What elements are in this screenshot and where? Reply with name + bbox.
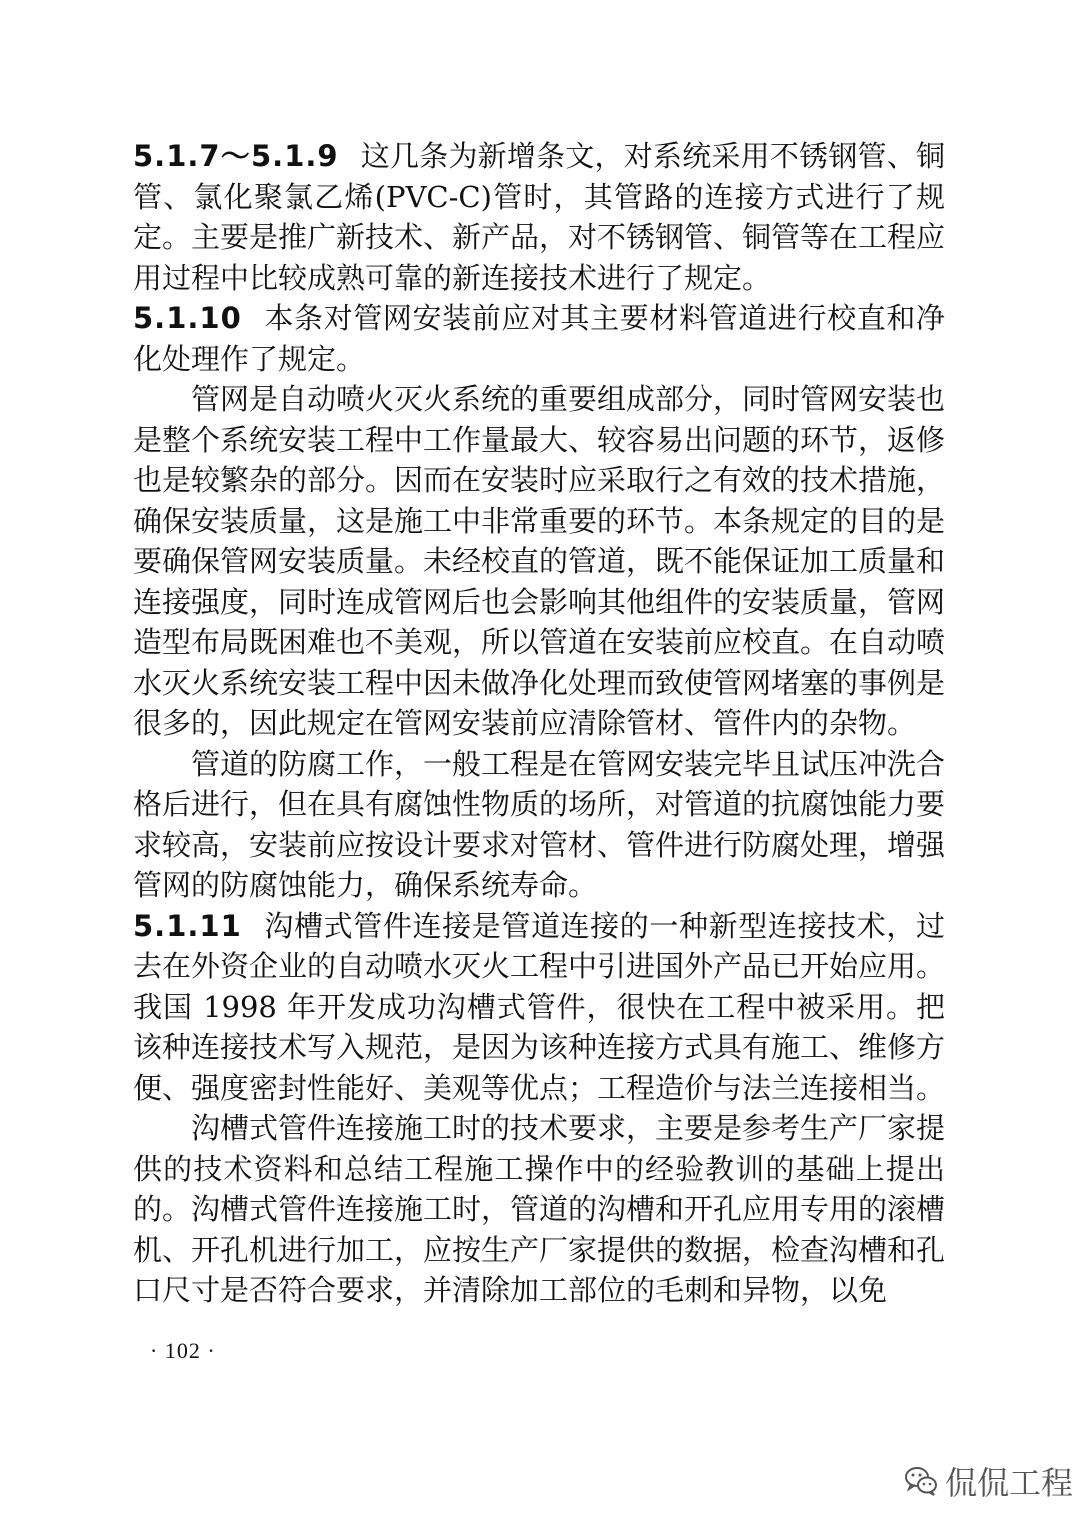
clause-number: 5.1.11 [133,908,242,943]
paragraph-text: 这几条为新增条文，对系统采用不锈钢管、铜管、氯化聚氯乙烯(PVC-C)管时，其管路的连接方式进行了规定。主要是推广新技术、新产品，对不锈钢管、铜管等在工程应用过程中比较成熟可靠的新连接技术进行了规定。 [133,139,946,295]
paragraph: 沟槽式管件连接施工时的技术要求，主要是参考生产厂家提供的技术资料和总结工程施工操作中的经验教训的基础上提出的。沟槽式管件连接施工时，管道的沟槽和开孔应用专用的滚槽机、开孔机进行加工，应按生产厂家提供的数据，检查沟槽和孔口尺寸是否符合要求，并清除加工部位的毛刺和异物，以免 [133,1111,946,1307]
paragraph-clause-5-1-11 [133,906,945,1109]
paragraph-clause-5-1-10 [133,298,945,379]
document-body [133,136,945,1311]
page-number: · 102 · [150,1338,216,1363]
watermark [905,1458,1073,1504]
clause-number: 5.1.7～5.1.9 [133,139,339,173]
paragraph-text: 沟槽式管件连接是管道连接的一种新型连接技术，过去在外资企业的自动喷水灭火工程中引进国外产品已开始应用。我国 1998 年开发成功沟槽式管件，很快在工程中被采用。把该种连接技术写入规范，是因为该种连接方式具有施工、维修方便、强度密封性能好、美观等优点；工程造价与法兰连接相当。 [133,908,946,1105]
watermark-text: 侃侃工程 [945,1464,1074,1502]
clause-number: 5.1.10 [133,301,242,335]
paragraph: 管网是自动喷火灭火系统的重要组成部分，同时管网安装也是整个系统安装工程中工作量最大、较容易出问题的环节，返修也是较繁杂的部分。因而在安装时应采取行之有效的技术措施，确保安装质量，这是施工中非常重要的环节。本条规定的目的是要确保管网安装质量。未经校直的管道，既不能保证加工质量和连接强度，同时连成管网后也会影响其他组件的安装质量，管网造型布局既困难也不美观，所以管道在安装前应校直。在自动喷水灭火系统安装工程中因未做净化处理而致使管网堵塞的事例是很多的，因此规定在管网安装前应清除管材、管件内的杂物。 [133,382,946,740]
paragraph-clause-5-1-7 [133,136,945,298]
paragraph: 管道的防腐工作，一般工程是在管网安装完毕且试压冲洗合格后进行，但在具有腐蚀性物质的场所，对管道的抗腐蚀能力要求较高，安装前应按设计要求对管材、管件进行防腐处理，增强管网的防腐蚀能力，确保系统寿命。 [133,746,946,902]
paragraph-text: 本条对管网安装前应对其主要材料管道进行校直和净化处理作了规定。 [133,301,945,376]
wechat-icon [905,1466,937,1496]
